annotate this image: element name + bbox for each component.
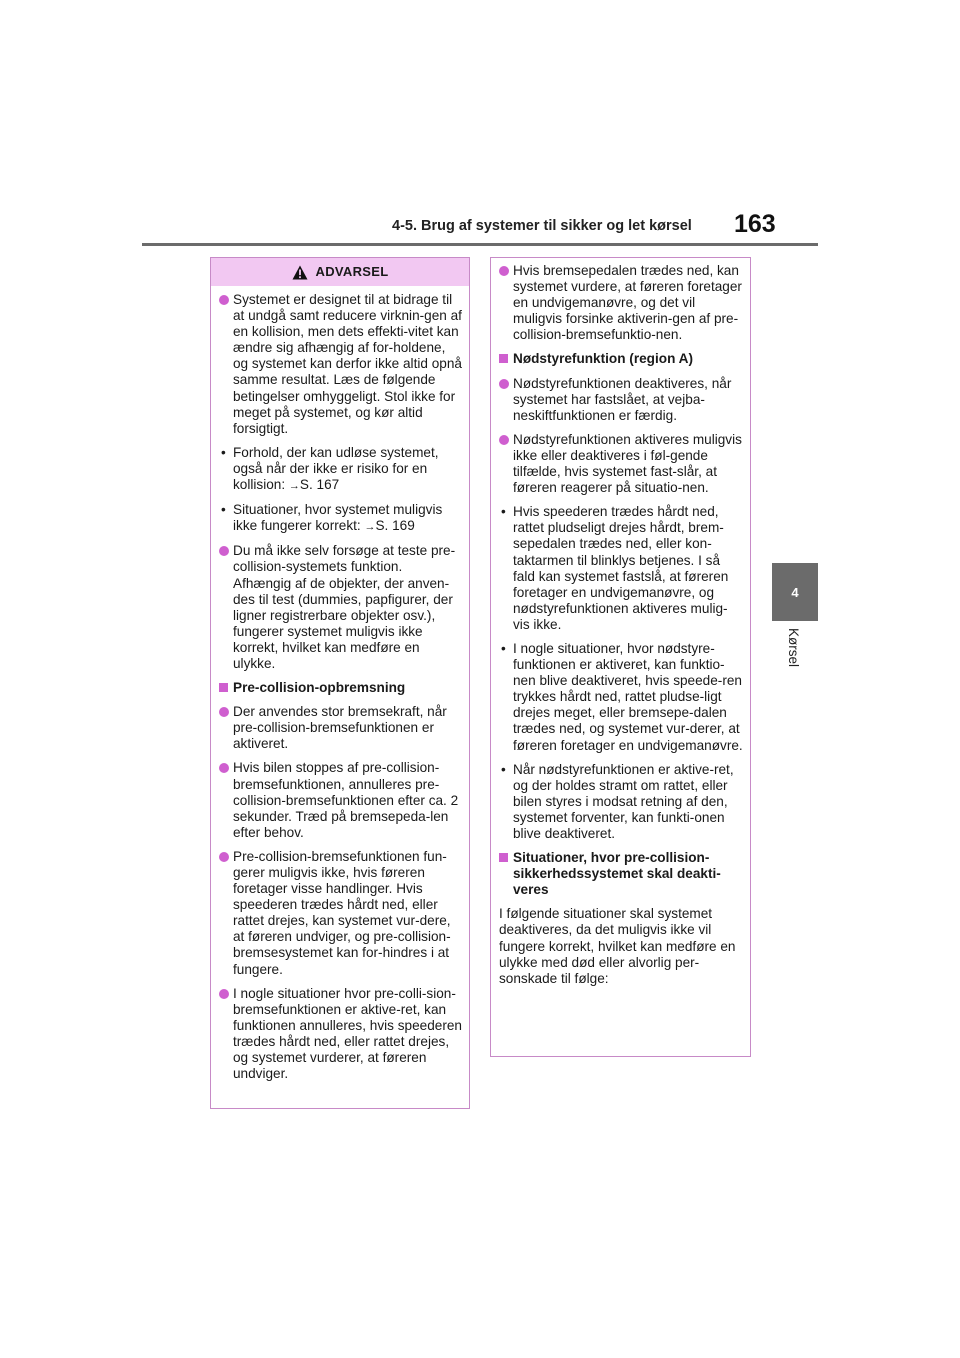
warning-paragraph	[219, 849, 462, 978]
warning-paragraph	[219, 760, 462, 840]
arrow-right-icon: →	[364, 521, 376, 534]
bullet-item	[499, 504, 743, 633]
warning-paragraph	[219, 704, 462, 752]
header-divider	[142, 243, 818, 246]
page-reference-link[interactable]: S. 167	[299, 477, 340, 493]
paragraph-text: Pre-collision-bremsefunktionen fun-gerer muligvis ikke, hvis føreren foretager visse handlinger. Hvis speederen trædes hårdt ned, eller rattet drejes, kan systemet vur-dere, at føreren undviger, og pre-collision-bremsesystemet kan for-hindres i at fungere.	[233, 848, 451, 977]
bullet-text: • Hvis speederen trædes hårdt ned, rattet pludseligt drejes hårdt, brem-sepedalen trædes ned, eller kon-taktarmen til blinklys betjenes. I så fald kan systemet fastslå, at føreren foretager en undvigemanøvre, og nødstyrefunktionen aktiveres mulig-vis ikke.	[513, 504, 729, 632]
chapter-number: 4	[791, 584, 799, 600]
warning-paragraph	[499, 376, 743, 424]
bullet-text: • Når nødstyrefunktionen er aktive-ret, og der holdes stramt om rattet, eller bilen styres i modsat retning af den, systemet forventer, kan funkti-onen blive deaktiveret.	[513, 761, 734, 841]
paragraph-text: Du må ikke selv forsøge at teste pre-collision-systemets funktion. Afhængig af de objekter, der anven-des til test (dummies, papfigurer, der ligner registrerbare objekter osv.), fungerer systemet muligvis ikke korrekt, hvilket kan medføre en ulykke.	[233, 543, 456, 671]
warning-box-continued	[490, 257, 751, 1057]
bullet-item	[219, 445, 462, 494]
subheading-text: Nødstyrefunktion (region A)	[513, 351, 693, 367]
body-paragraph	[499, 906, 743, 986]
subheading-text: Pre-collision-opbremsning	[233, 680, 406, 696]
warning-paragraph	[219, 986, 462, 1083]
chapter-tab[interactable]	[772, 563, 818, 621]
page-number: 163	[734, 210, 776, 238]
warning-paragraph	[219, 543, 462, 672]
bullet-item	[499, 641, 743, 754]
bullet-text: Forhold, der kan udløse systemet, også når der ikke er risiko for en kollision:	[233, 444, 439, 493]
bullet-text: • I nogle situationer, hvor nødstyre-funktionen er aktiveret, kan funktio-nen blive deaktiveret, hvis speede-ren trykkes hårdt ned, rattet pludse-ligt drejes meget, eller bremsepe-dalen trædes ned, og systemet vur-derer, at føreren foretager en undvigemanøvre.	[513, 640, 743, 753]
subheading	[499, 850, 743, 898]
page-reference-link[interactable]: S. 169	[375, 518, 415, 534]
paragraph-text: I nogle situationer hvor pre-colli-sion-bremsefunktionen er aktive-ret, kan funktionen annulleres, hvis speederen trædes hårdt ned, eller rattet drejes, og systemet vurderer, at føreren undviger.	[233, 985, 462, 1082]
bullet-text: Situationer, hvor systemet muligvis ikke fungerer korrekt:	[233, 502, 443, 534]
chapter-label: Kørsel	[786, 628, 801, 668]
subheading	[219, 680, 462, 696]
warning-paragraph	[499, 263, 743, 343]
section-title: 4-5. Brug af systemer til sikker og let kørsel	[392, 218, 692, 234]
paragraph-text: Hvis bremsepedalen trædes ned, kan systemet vurdere, at føreren foretager en undvigemanøvre, og det vil muligvis forsinke aktiverin-gen af pre-collision-bremsefunktio-nen.	[513, 263, 742, 343]
warning-triangle-icon	[292, 265, 308, 280]
paragraph-text: Nødstyrefunktionen deaktiveres, når systemet har fastslået, at vejba-neskiftfunktionen er færdig.	[513, 375, 732, 423]
arrow-right-icon: →	[288, 480, 300, 493]
warning-title: ADVARSEL	[315, 263, 389, 279]
bullet-item	[499, 762, 743, 842]
warning-box	[210, 257, 470, 1109]
subheading-text: Situationer, hvor pre-collision-sikkerhedssystemet skal deakti-veres	[513, 850, 721, 898]
paragraph-text: Systemet er designet til at bidrage til at undgå samt reducere virknin-gen af en kollision, men dets effekti-vitet kan ændre sig afhængig af for-holdene, og systemet kan derfor ikke altid opnå samme resultat. Læs de følgende betingelser omhyggeligt. Stol ikke for meget på systemet, og kør altid forsigtigt.	[233, 292, 462, 436]
warning-header	[211, 258, 469, 286]
warning-paragraph	[499, 432, 743, 496]
paragraph-text: Der anvendes stor bremsekraft, når pre-collision-bremsefunktionen er aktiveret.	[233, 704, 447, 752]
subheading	[499, 351, 743, 367]
warning-paragraph	[219, 292, 462, 437]
paragraph-text: Nødstyrefunktionen aktiveres muligvis ikke eller deaktiveres i føl-gende tilfælde, hvis systemet fast-slår, at føreren reagerer på situatio-nen.	[513, 431, 742, 496]
bullet-item	[219, 502, 462, 535]
paragraph-text: Hvis bilen stoppes af pre-collision-bremsefunktionen, annulleres pre-collision-bremsefunktionen efter ca. 2 sekunder. Træd på bremsepeda-len efter behov.	[233, 760, 459, 840]
paragraph-text: I følgende situationer skal systemet deaktiveres, da det muligvis ikke vil fungere korrekt, hvilket kan medføre en ulykke med død eller alvorlig per-sonskade til følge:	[499, 906, 736, 986]
